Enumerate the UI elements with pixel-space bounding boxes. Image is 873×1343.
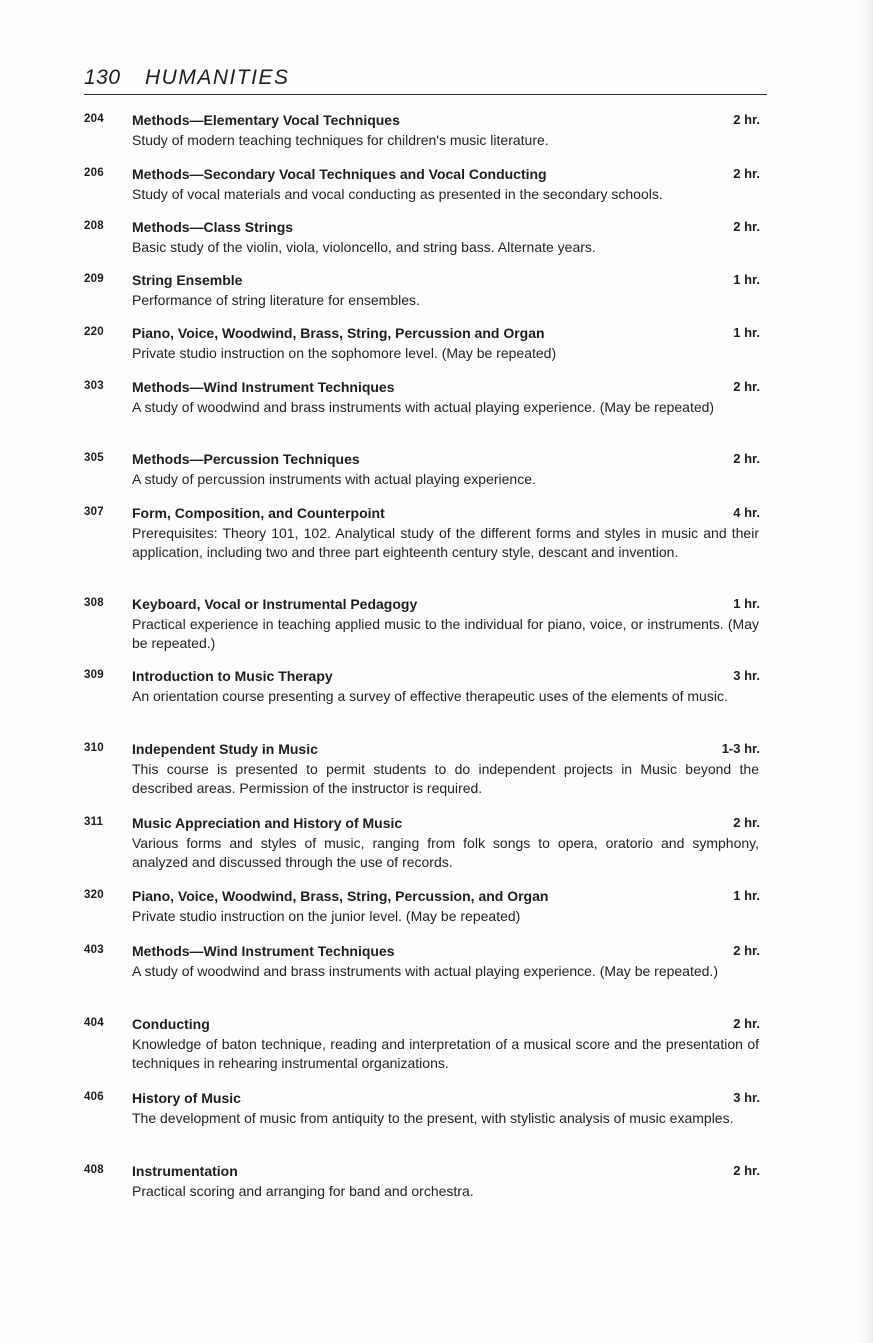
course-description: Various forms and styles of music, ranging from folk songs to opera, oratorio and symphony, analyzed and discussed through the use of records. (132, 835, 759, 870)
course-title: Methods—Percussion Techniques (132, 451, 360, 467)
course-hours: 2 hr. (733, 451, 760, 466)
course-hours: 1 hr. (733, 272, 760, 287)
course-code: 204 (84, 113, 104, 125)
course-description: Study of vocal materials and vocal conducting as presented in the secondary schools. (132, 186, 663, 202)
course-description: A study of woodwind and brass instruments with actual playing experience. (May be repeated) (132, 399, 715, 415)
course-title: Instrumentation (132, 1163, 238, 1179)
course-code: 209 (84, 273, 104, 285)
page-header (84, 64, 767, 95)
course-description: A study of woodwind and brass instruments with actual playing experience. (May be repeated.) (132, 963, 718, 979)
course-code: 305 (84, 452, 104, 464)
course-description: Performance of string literature for ensembles. (132, 292, 420, 308)
course-code: 311 (84, 816, 104, 828)
course-hours: 2 hr. (733, 943, 760, 958)
course-hours: 3 hr. (733, 668, 760, 683)
course-hours: 2 hr. (733, 815, 760, 830)
course-title: Introduction to Music Therapy (132, 668, 333, 684)
course-description: The development of music from antiquity to the present, with stylistic analysis of music examples. (132, 1110, 734, 1126)
course-code: 408 (84, 1164, 104, 1176)
course-hours: 1 hr. (733, 325, 760, 340)
course-hours: 2 hr. (733, 1163, 760, 1178)
course-code: 403 (84, 944, 104, 956)
course-code: 320 (84, 889, 104, 901)
course-title: Piano, Voice, Woodwind, Brass, String, Percussion and Organ (132, 325, 545, 341)
page-number: 130 (84, 66, 121, 89)
course-description: Study of modern teaching techniques for children's music literature. (132, 132, 549, 148)
course-code: 206 (84, 167, 104, 179)
course-code: 310 (84, 742, 104, 754)
course-hours: 3 hr. (733, 1090, 760, 1105)
course-title: Piano, Voice, Woodwind, Brass, String, Percussion, and Organ (132, 888, 549, 904)
section-title: HUMANITIES (145, 66, 290, 89)
course-description: An orientation course presenting a survey of effective therapeutic uses of the elements of music. (132, 688, 728, 704)
course-title: Methods—Secondary Vocal Techniques and Vocal Conducting (132, 166, 547, 182)
course-hours: 2 hr. (733, 219, 760, 234)
course-hours: 1 hr. (733, 888, 760, 903)
course-hours: 2 hr. (733, 112, 760, 127)
course-description: This course is presented to permit students to do independent projects in Music beyond the described areas. Permission of the instructor is required. (132, 761, 759, 796)
course-code: 406 (84, 1091, 104, 1103)
course-title: Independent Study in Music (132, 741, 318, 757)
course-title: Methods—Elementary Vocal Techniques (132, 112, 400, 128)
course-code: 307 (84, 506, 104, 518)
course-title: Methods—Class Strings (132, 219, 294, 235)
course-code: 303 (84, 380, 104, 392)
course-hours: 2 hr. (733, 379, 760, 394)
course-hours: 4 hr. (733, 505, 760, 520)
course-code: 208 (84, 220, 104, 232)
course-hours: 1-3 hr. (721, 741, 760, 756)
page-edge-shadow (859, 0, 873, 1343)
course-description: Basic study of the violin, viola, violoncello, and string bass. Alternate years. (132, 239, 596, 255)
course-description: Private studio instruction on the sophomore level. (May be repeated) (132, 345, 557, 361)
course-description: Knowledge of baton technique, reading and interpretation of a musical score and the presentation of techniques in rehearing instrumental organizations. (132, 1036, 759, 1071)
course-description: A study of percussion instruments with actual playing experience. (132, 471, 536, 487)
course-code: 309 (84, 669, 104, 681)
course-code: 220 (84, 326, 104, 338)
course-code: 308 (84, 597, 104, 609)
course-title: Form, Composition, and Counterpoint (132, 505, 385, 521)
course-title: String Ensemble (132, 272, 243, 288)
course-title: Conducting (132, 1016, 210, 1032)
course-title: History of Music (132, 1090, 241, 1106)
course-title: Keyboard, Vocal or Instrumental Pedagogy (132, 596, 418, 612)
course-description: Practical scoring and arranging for band and orchestra. (132, 1183, 474, 1199)
course-description: Private studio instruction on the junior level. (May be repeated) (132, 908, 521, 924)
course-title: Music Appreciation and History of Music (132, 815, 403, 831)
course-description: Practical experience in teaching applied music to the individual for piano, voice, or instruments. (May be repeated.) (132, 616, 759, 651)
course-code: 404 (84, 1017, 104, 1029)
course-title: Methods—Wind Instrument Techniques (132, 379, 395, 395)
course-hours: 1 hr. (733, 596, 760, 611)
course-hours: 2 hr. (733, 166, 760, 181)
course-title: Methods—Wind Instrument Techniques (132, 943, 395, 959)
course-hours: 2 hr. (733, 1016, 760, 1031)
course-description: Prerequisites: Theory 101, 102. Analytical study of the different forms and styles in music and their application, including two and three part eighteenth century style, descant and invention. (132, 525, 759, 560)
